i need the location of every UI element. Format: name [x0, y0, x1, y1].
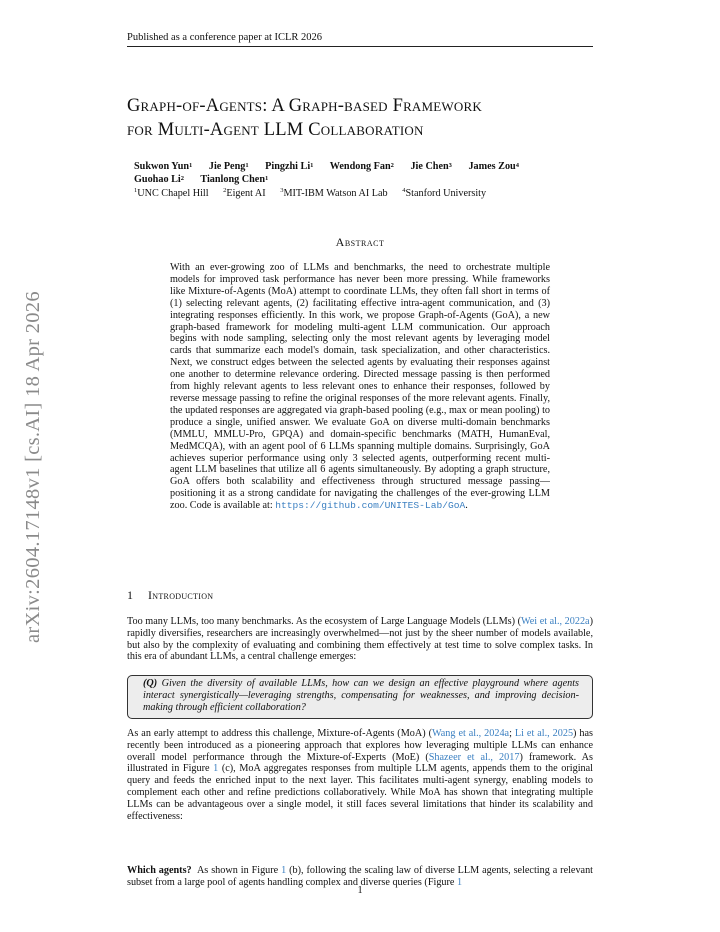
author-name: James Zou: [468, 161, 516, 172]
title-line-1: Graph-of-Agents: A Graph-based Framework: [127, 96, 482, 116]
author-list: [134, 160, 584, 186]
page-number: 1: [357, 885, 363, 896]
code-link[interactable]: https://github.com/UNITES-Lab/GoA: [275, 500, 466, 512]
paragraph-text: Too many LLMs, too many benchmarks. As the ecosystem of Large Language Models (LLMs) (: [127, 616, 521, 627]
author-affiliation-mark: 1: [189, 162, 193, 169]
author: [265, 161, 313, 172]
abstract-end: .: [465, 500, 468, 512]
author-name: Guohao Li: [134, 174, 181, 185]
affiliation-name: MIT-IBM Watson AI Lab: [283, 188, 388, 199]
section-heading: [127, 588, 213, 603]
arxiv-stamp: arXiv:2604.17148v1 [cs.AI] 18 Apr 2026: [22, 291, 44, 643]
paper-title: [127, 94, 607, 142]
paragraph-text: As an early attempt to address this challenge, Mixture-of-Agents (MoA) (: [127, 728, 432, 739]
affiliation-name: UNC Chapel Hill: [137, 188, 209, 199]
section-number: 1: [127, 588, 133, 602]
citation-link[interactable]: Wang et al., 2024a: [431, 728, 510, 739]
affiliation: [134, 188, 209, 199]
author-name: Pingzhi Li: [265, 161, 311, 172]
author-affiliation-mark: 1: [310, 162, 314, 169]
author-affiliation-mark: 1: [265, 175, 269, 182]
paragraph-lead: Which agents?: [127, 865, 192, 876]
paragraph-text: ;: [509, 728, 515, 739]
running-header: Published as a conference paper at ICLR 2026: [127, 32, 593, 47]
author-name: Jie Peng: [208, 161, 246, 172]
affiliation-mark: 3: [280, 187, 284, 194]
author-name: Wendong Fan: [329, 161, 391, 172]
author-name: Tianlong Chen: [200, 174, 265, 185]
author-affiliation-mark: 3: [448, 162, 452, 169]
author-affiliation-mark: 1: [245, 162, 249, 169]
affiliation-name: Eigent AI: [226, 188, 266, 199]
abstract-heading: Abstract: [335, 235, 385, 249]
paragraph-text: ) framework. As illustrated in Figure: [127, 751, 594, 775]
affiliation: [223, 188, 266, 199]
paragraph-text: (c), MoA aggregates responses from multiple LLM agents, appends them to the original query and feeds the enriched input to the next layer. This facilitates multi-agent synergy, enabling models to complement each other and refine predictions collaboratively. While MoA has shown that integrating multiple LLMs can be advantageous over a single model, it still faces several limitations that hinder its scalability and effectiveness:: [127, 763, 593, 822]
affiliation-list: [134, 188, 498, 199]
intro-paragraph-2: [127, 728, 593, 822]
paragraph-text: ) rapidly diversifies, researchers are increasingly overwhelmed—not just by the sheer number of models available, but also by the complexity of evaluating and combining them effectively at test time to solve complex tasks. In this era of abundant LLMs, a central challenge emerges:: [127, 616, 593, 663]
citation-link[interactable]: Wei et al., 2022a: [520, 616, 590, 627]
section-title: Introduction: [148, 588, 214, 602]
figure-link[interactable]: 1: [281, 865, 287, 876]
paragraph-text: ) has recently been introduced as a pioneering approach that explores how leveraging multiple LLMs can enhance overall model performance through the Mixture-of-Experts (MoE) (: [127, 728, 593, 763]
author-affiliation-mark: 2: [390, 162, 394, 169]
author: [330, 161, 394, 172]
affiliation-mark: 2: [223, 187, 227, 194]
paragraph-text: (b), following the scaling law of diverse LLM agents, selecting a relevant subset from a large pool of agents handling complex and diverse queries (Figure: [127, 865, 593, 888]
intro-paragraph-1: [127, 616, 593, 663]
affiliation-mark: 1: [134, 187, 138, 194]
paragraph-text: As shown in Figure: [191, 865, 282, 876]
author: [200, 174, 268, 185]
author: [134, 174, 184, 185]
research-question: [143, 678, 579, 713]
author: [410, 161, 451, 172]
affiliation: [280, 188, 387, 199]
citation-link[interactable]: Li et al., 2025: [514, 728, 574, 739]
author: [134, 161, 192, 172]
author: [468, 161, 519, 172]
author-affiliation-mark: 2: [180, 175, 184, 182]
question-text: Given the diversity of available LLMs, how can we design an effective playground where agents interact synergistically—leveraging strengths, compensating for weaknesses, and improving decision-making through efficient collaboration?: [143, 678, 580, 713]
title-line-2: for Multi-Agent LLM Collaboration: [127, 120, 424, 140]
figure-link[interactable]: 1: [213, 763, 219, 775]
affiliation: [402, 188, 486, 199]
abstract-text: With an ever-growing zoo of LLMs and benchmarks, the need to orchestrate multiple models for improved task performance has never been more pressing. While frameworks like Mixture-of-Agents (MoA) attempt to coordinate LLMs, they often fall short in terms of (1) selecting relevant agents, (2) facilitating effective intra-agent communication, and (3) integrating responses efficiently. In this work, we propose Graph-of-Agents (GoA), a new graph-based framework for modeling multi-agent LLM communication. Our approach begins with node sampling, selecting only the most relevant agents by leveraging model cards that summarize each model's domain, task specialization, and other characteristics. Next, we construct edges between the selected agents by evaluating their responses against one another to determine relevance ordering. Directed message passing is then performed from highly relevant agents to less relevant ones to enhance their responses, followed by reverse message passing to refine the original responses of the more relevant agents. Finally, the updated responses are aggregated via graph-based pooling (e.g., max or mean pooling) to produce a single, unified answer. We evaluate GoA on diverse multi-domain benchmarks (MMLU, MMLU-Pro, GPQA) and domain-specific benchmarks (MATH, HumanEval, MedMCQA), with an agent pool of 6 LLMs spanning multiple domains. Surprisingly, GoA achieves superior performance using only 3 selected agents, outperforming recent multi-agent LLM baselines that utilize all 6 agents simultaneously. By adopting a graph structure, GoA offers both scalability and effectiveness through structured message passing—positioning it as a strong candidate for navigating the challenges of the ever-growing LLM zoo. Code is available at:: [170, 262, 550, 512]
citation-link[interactable]: Shazeer et al., 2017: [428, 751, 520, 763]
author-name: Sukwon Yun: [134, 161, 190, 172]
abstract-body: [170, 262, 550, 512]
author-affiliation-mark: 4: [515, 162, 519, 169]
author: [209, 161, 249, 172]
question-label: (Q): [143, 678, 158, 689]
author-name: Jie Chen: [410, 161, 449, 172]
affiliation-name: Stanford University: [405, 188, 487, 199]
figure-link[interactable]: 1: [456, 876, 463, 888]
affiliation-mark: 4: [402, 187, 406, 194]
